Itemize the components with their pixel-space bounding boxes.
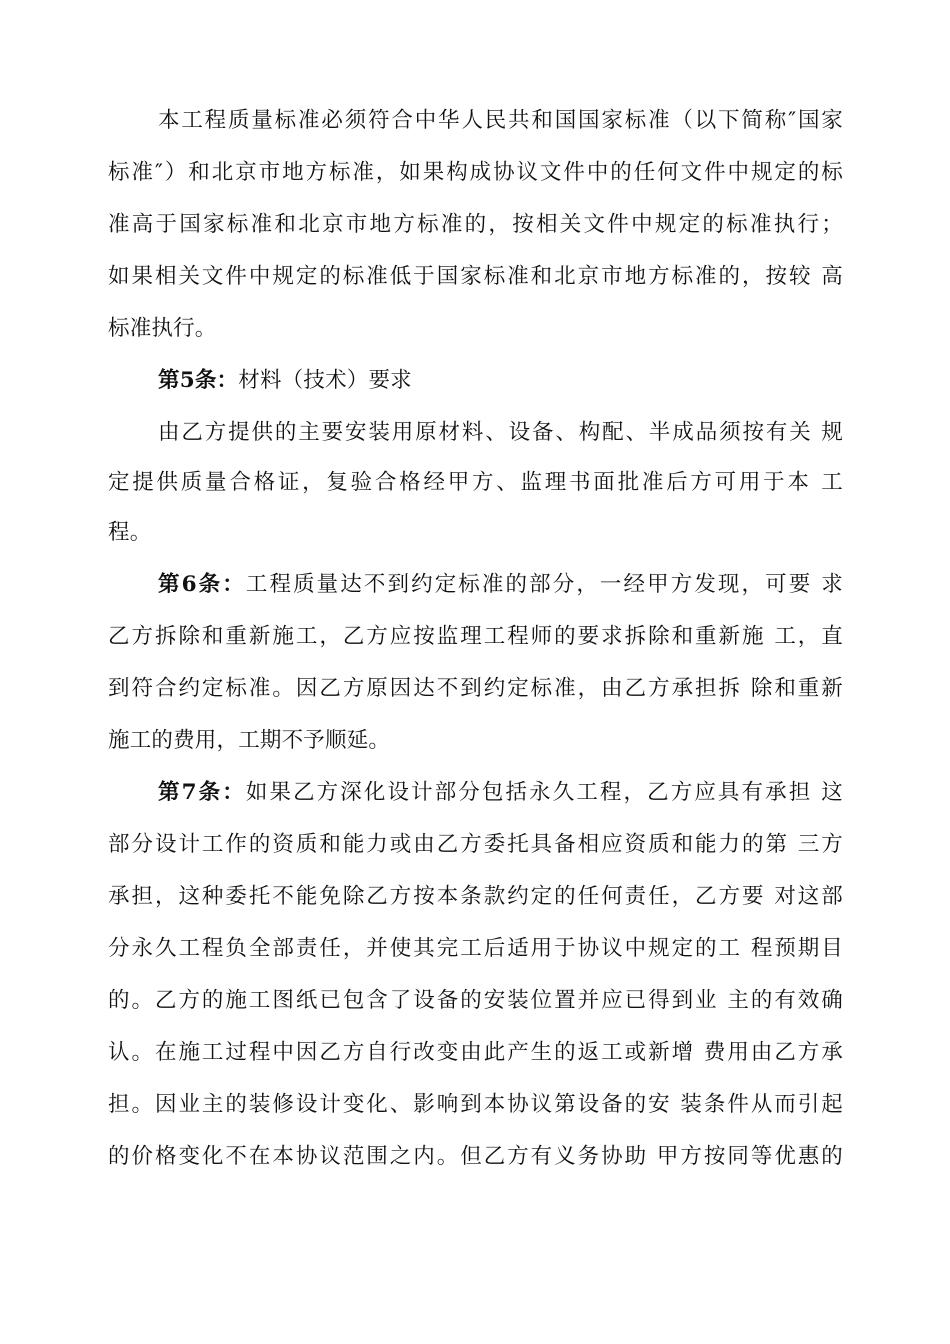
text-line: 的价格变化不在本协议范围之内。但乙方有义务协助 甲方按同等优惠的 [108,1144,843,1169]
text-line: 承担，这种委托不能免除乙方按本条款约定的任何责任，乙方要 对这部 [108,884,843,909]
text-line: 本工程质量标准必须符合中华人民共和国国家标准（以下简称″国家 [158,108,843,133]
text-line [158,570,843,600]
text-line: 部分设计工作的资质和能力或由乙方委托具备相应资质和能力的第 三方 [108,832,843,857]
text-line: 准高于国家标准和北京市地方标准的，按相关文件中规定的标准执行； [108,212,843,237]
text-line: 的。乙方的施工图纸已包含了设备的安装位置并应已得到业 主的有效确 [108,988,843,1013]
text-line: 由乙方提供的主要安装用原材料、设备、构配、半成品须按有关 规 [158,420,843,445]
article-number: 第5条： [158,368,239,393]
text-line: 到符合约定标准。因乙方原因达不到约定标准，由乙方承担拆 除和重新 [108,676,843,701]
article-number: 第7条： [158,780,246,805]
text-line: 定提供质量合格证，复验合格经甲方、监理书面批准后方可用于本 工 [108,470,843,495]
text-line: 标准″）和北京市地方标准，如果构成协议文件中的任何文件中规定的标 [108,160,843,185]
text-line: 乙方拆除和重新施工，乙方应按监理工程师的要求拆除和重新施 工，直 [108,624,843,649]
text-line: 标准执行。 [108,316,217,341]
article-text: 如果乙方深化设计部分包括永久工程，乙方应具有承担 这 [245,780,843,805]
text-line: 如果相关文件中规定的标准低于国家标准和北京市地方标准的，按较 高 [108,264,843,289]
text-line: 认。在施工过程中因乙方自行改变由此产生的返工或新增 费用由乙方承 [108,1040,843,1065]
text-line: 分永久工程负全部责任，并使其完工后适用于协议中规定的工 程预期目 [108,936,843,961]
article-title: 材料（技术）要求 [238,368,412,393]
article-number: 第6条： [158,572,246,597]
text-line: 程。 [108,520,152,545]
text-line [158,366,843,396]
text-line: 施工的费用，工期不予顺延。 [108,728,391,753]
article-text: 工程质量达不到约定标准的部分，一经甲方发现，可要 求 [245,572,843,597]
text-line: 担。因业主的装修设计变化、影响到本协议第设备的安 装条件从而引起 [108,1092,843,1117]
text-line [158,778,843,808]
